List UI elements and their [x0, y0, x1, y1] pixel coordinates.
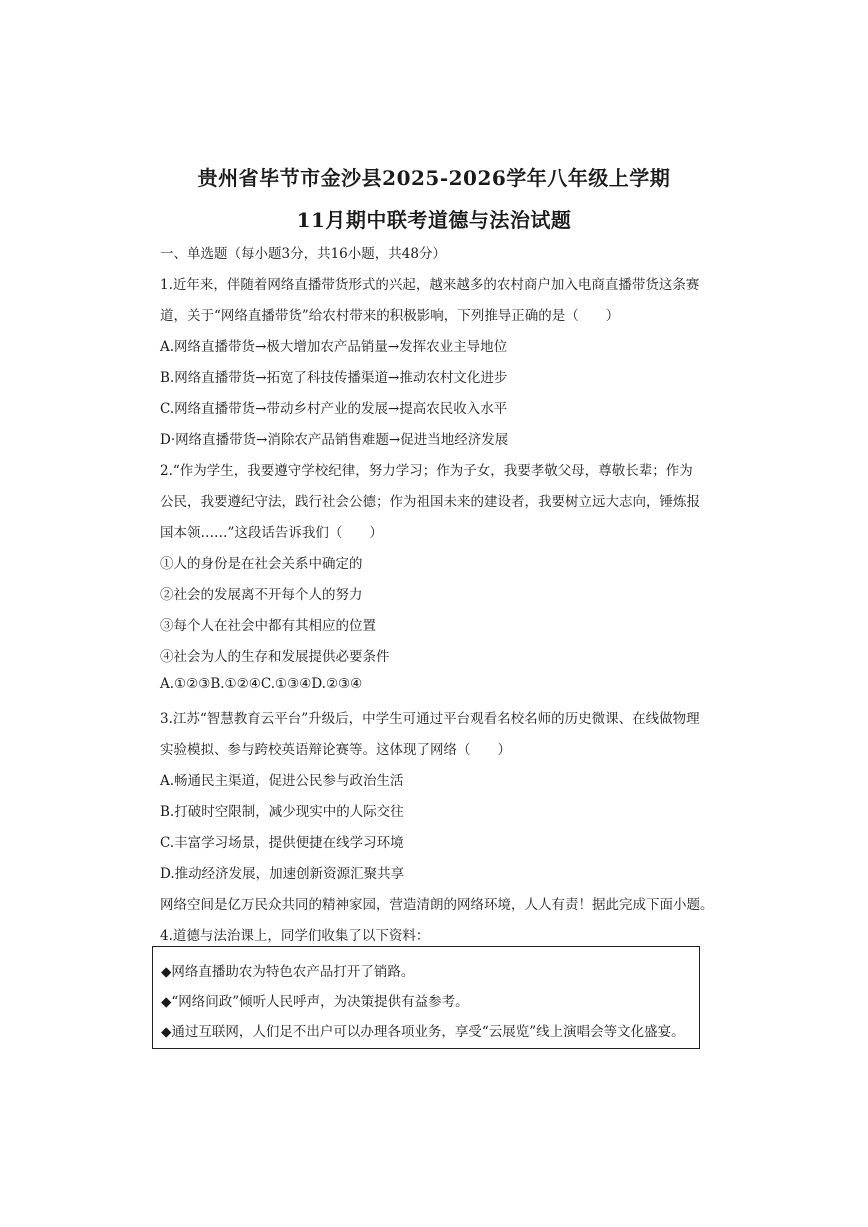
question-2-statement-1: ①人的身份是在社会关系中确定的 — [160, 556, 363, 572]
document-title-line-2: 11月期中联考道德与法治试题 — [296, 208, 572, 232]
material-item-2: ◆“网络问政”倾听人民呼声，为决策提供有益参考。 — [161, 994, 469, 1010]
question-1-stem-line-1: 1.近年来，伴随着网络直播带货形式的兴起，越来越多的农村商户加入电商直播带货这条赛 — [160, 277, 700, 293]
question-3-option-a: A.畅通民主渠道，促进公民参与政治生活 — [160, 773, 404, 789]
question-3-option-c: C.丰富学习场景，提供便捷在线学习环境 — [160, 835, 404, 851]
question-4-stem: 4.道德与法治课上，同学们收集了以下资料： — [160, 928, 430, 944]
question-1-option-d: D·网络直播带货→消除农产品销售难题→促进当地经济发展 — [160, 432, 509, 448]
material-item-3: ◆通过互联网，人们足不出户可以办理各项业务，享受“云展览”线上演唱会等文化盛宴。 — [161, 1024, 685, 1040]
question-2-stem-line-3: 国本领……”这段话告诉我们（ ） — [160, 525, 383, 541]
question-2-stem-line-1: 2.“作为学生，我要遵守学校纪律，努力学习；作为子女，我要孝敬父母，尊敬长辈；作为 — [160, 463, 693, 479]
question-3-option-d: D.推动经济发展，加速创新资源汇聚共享 — [160, 866, 405, 882]
question-3-stem-line-2: 实验模拟、参与跨校英语辩论赛等。这体现了网络（ ） — [160, 742, 511, 758]
question-1-option-b: B.网络直播带货→拓宽了科技传播渠道→推动农村文化进步 — [160, 370, 508, 386]
question-2-statement-2: ②社会的发展离不开每个人的努力 — [160, 587, 363, 603]
question-2-stem-line-2: 公民，我要遵纪守法，践行社会公德；作为祖国未来的建设者，我要树立远大志向，锤炼报 — [160, 494, 700, 510]
question-1-option-a: A.网络直播带货→极大增加农产品销量→发挥农业主导地位 — [160, 339, 508, 355]
material-intro: 网络空间是亿万民众共同的精神家园，营造清朗的网络环境，人人有责！据此完成下面小题。 — [160, 897, 714, 913]
section-heading: 一、单选题（每小题3分，共16小题，共48分） — [160, 246, 446, 262]
question-2-options: A.①②③B.①②④C.①③④D.②③④ — [160, 676, 363, 692]
question-1-option-c: C.网络直播带货→带动乡村产业的发展→提高农民收入水平 — [160, 401, 508, 417]
question-3-option-b: B.打破时空限制，减少现实中的人际交往 — [160, 804, 404, 820]
question-2-statement-3: ③每个人在社会中都有其相应的位置 — [160, 618, 376, 634]
material-item-1: ◆网络直播助农为特色农产品打开了销路。 — [161, 964, 415, 980]
document-title-line-1: 贵州省毕节市金沙县2025-2026学年八年级上学期 — [197, 166, 671, 190]
question-2-statement-4: ④社会为人的生存和发展提供必要条件 — [160, 649, 390, 665]
materials-box — [152, 946, 700, 1049]
question-1-stem-line-2: 道，关于“网络直播带货”给农村带来的积极影响，下列推导正确的是（ ） — [160, 308, 620, 324]
question-3-stem-line-1: 3.江苏“智慧教育云平台”升级后，中学生可通过平台观看名校名师的历史微课、在线做物理 — [160, 711, 700, 727]
